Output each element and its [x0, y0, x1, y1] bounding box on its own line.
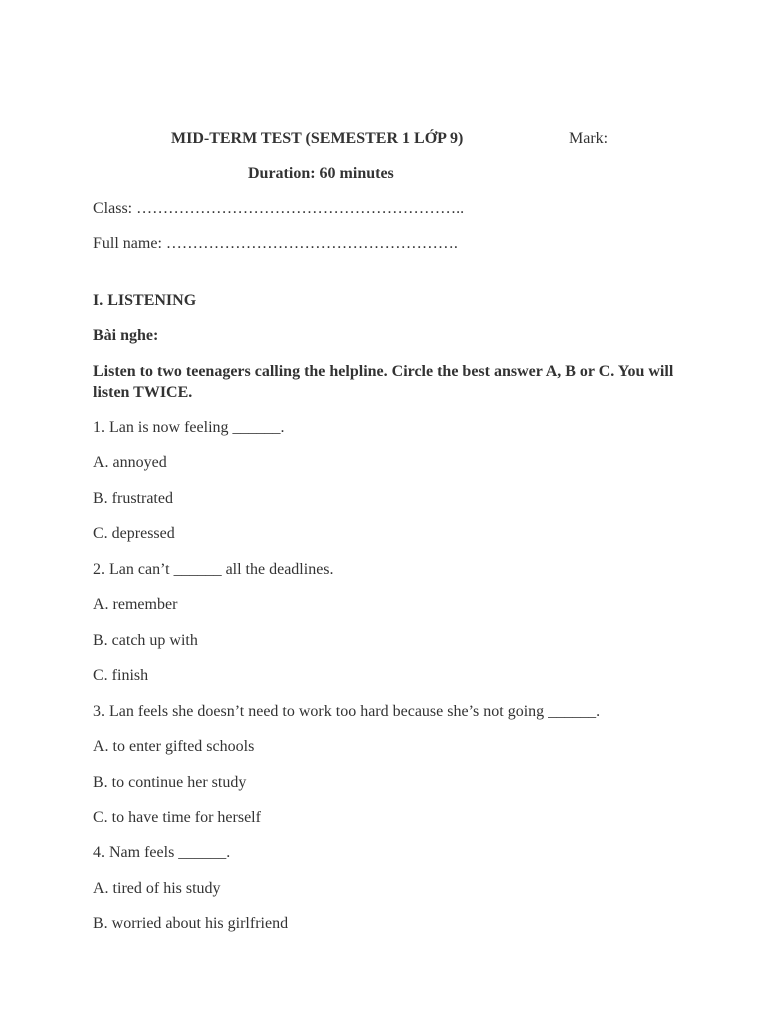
question-3-option-b: B. to continue her study — [93, 774, 247, 791]
question-2-stem: 2. Lan can’t ______ all the deadlines. — [93, 561, 334, 578]
question-1-option-b: B. frustrated — [93, 490, 173, 507]
section-heading: I. LISTENING — [93, 292, 197, 309]
question-2-option-a: A. remember — [93, 596, 178, 613]
test-title: MID-TERM TEST (SEMESTER 1 LỚP 9) — [171, 130, 464, 147]
question-4-option-b: B. worried about his girlfriend — [93, 915, 289, 932]
question-3-option-a: A. to enter gifted schools — [93, 738, 255, 755]
class-field: Class: …………………………………………………….. — [93, 200, 465, 217]
mark-label: Mark: — [569, 130, 609, 147]
question-1-stem: 1. Lan is now feeling ______. — [93, 419, 285, 436]
section-instruction: Listen to two teenagers calling the helpline. Circle the best answer A, B or C. You will listen TWICE. — [93, 363, 674, 401]
question-1-option-a: A. annoyed — [93, 454, 167, 471]
question-4-stem: 4. Nam feels ______. — [93, 844, 231, 861]
duration-label: Duration: 60 minutes — [248, 165, 394, 182]
question-2-option-c: C. finish — [93, 667, 149, 684]
section-subheading: Bài nghe: — [93, 327, 159, 344]
question-3-option-c: C. to have time for herself — [93, 809, 261, 826]
question-2-option-b: B. catch up with — [93, 632, 198, 649]
question-4-option-a: A. tired of his study — [93, 880, 221, 897]
question-1-option-c: C. depressed — [93, 525, 175, 542]
full-name-field: Full name: ………………………………………………. — [93, 235, 458, 252]
question-3-stem: 3. Lan feels she doesn’t need to work too hard because she’s not going ______. — [93, 703, 601, 720]
